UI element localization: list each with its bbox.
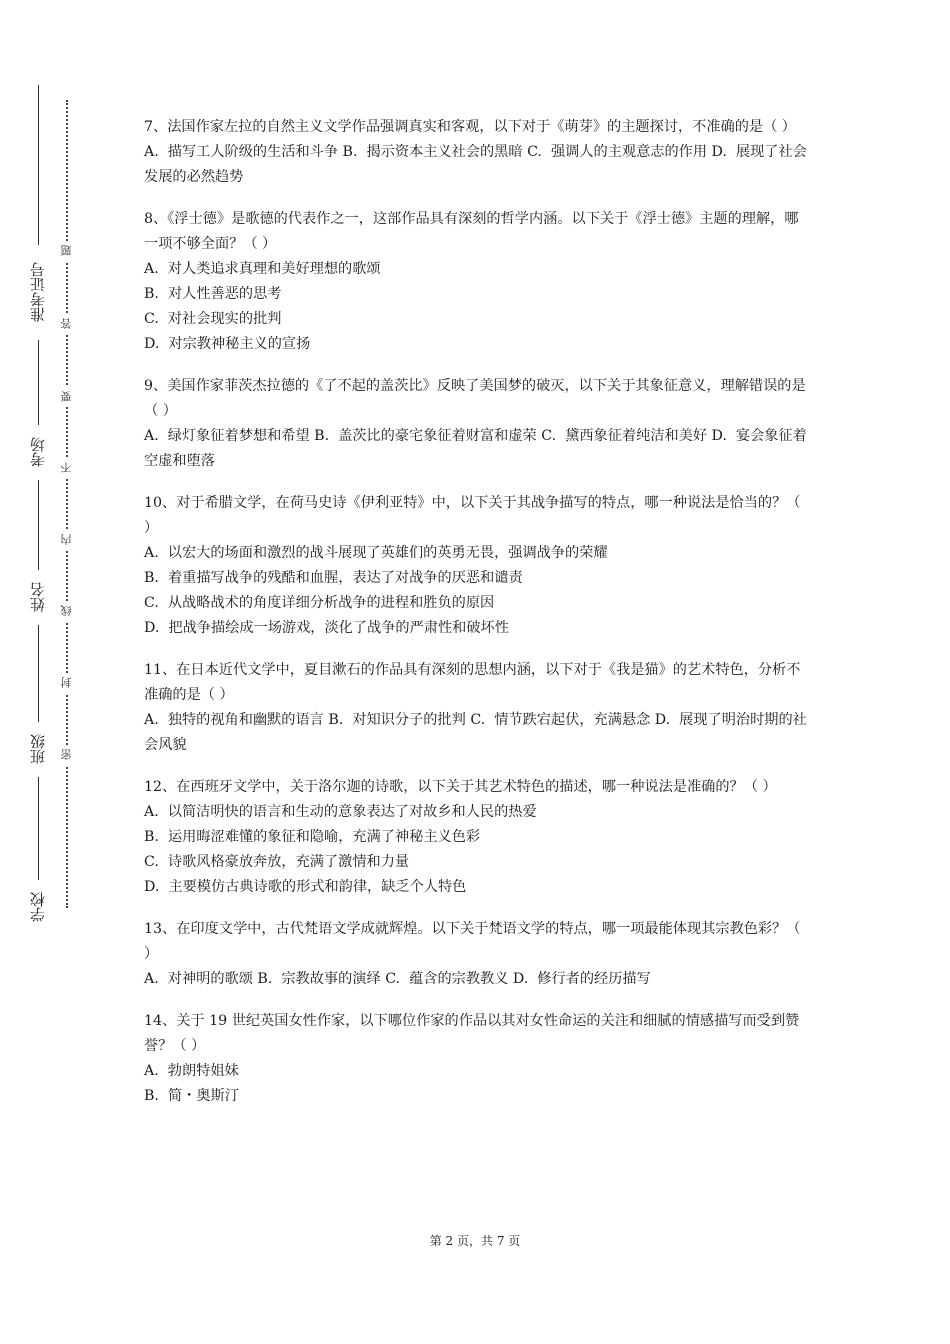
seal-char: 答 — [58, 314, 76, 334]
question-stem: 10、对于希腊文学，在荷马史诗《伊利亚特》中，以下关于其战争描写的特点，哪一种说法是恰当的？（ ） — [144, 495, 801, 536]
seal-dotted-line — [66, 100, 68, 908]
option-b: B. 运用晦涩难懂的象征和隐喻，充满了神秘主义色彩 — [144, 829, 481, 845]
exam-id-label: 准考证号 — [22, 245, 54, 340]
option-c: C. 对社会现实的批判 — [144, 311, 282, 327]
question-stem: 12、在西班牙文学中，关于洛尔迦的诗歌，以下关于其艺术特色的描述，哪一种说法是准确的？（ ） — [144, 779, 777, 795]
question-9 — [144, 374, 812, 474]
question-stem: 13、在印度文学中，古代梵语文学成就辉煌。以下关于梵语文学的特点，哪一项最能体现其宗教色彩？（ ） — [144, 921, 801, 962]
question-stem: 14、关于 19 世纪英国女性作家，以下哪位作家的作品以其对女性命运的关注和细腻的情感描写而受到赞誉？（ ） — [144, 1013, 800, 1054]
question-7 — [144, 115, 812, 190]
class-label: 班级 — [22, 722, 54, 777]
seal-char: 封 — [58, 673, 76, 693]
page-number: 第 2 页，共 7 页 — [429, 1234, 521, 1248]
exam-room-label: 考场 — [22, 425, 54, 480]
option-b: B. 着重描写战争的残酷和血腥，表达了对战争的厌恶和谴责 — [144, 570, 523, 586]
name-label: 姓名 — [22, 570, 54, 625]
option-c: C. 从战略战术的角度详细分析战争的进程和胜负的原因 — [144, 595, 495, 611]
seal-char: 密 — [58, 745, 76, 765]
seal-char: 题 — [58, 241, 76, 261]
question-stem: 7、法国作家左拉的自然主义文学作品强调真实和客观，以下对于《萌芽》的主题探讨，不准确的是（ ） — [144, 119, 796, 135]
option-d: D. 对宗教神秘主义的宣扬 — [144, 336, 311, 352]
option-a: A. 勃朗特姐妹 — [144, 1063, 239, 1079]
seal-char: 内 — [58, 530, 76, 550]
question-options: A. 描写工人阶级的生活和斗争 B. 揭示资本主义社会的黑暗 C. 强调人的主观意志的作用 D. 展现了社会发展的必然趋势 — [144, 144, 807, 185]
question-list — [144, 115, 812, 1126]
seal-char: 线 — [58, 601, 76, 621]
seal-char: 不 — [58, 458, 76, 478]
question-11 — [144, 658, 812, 758]
question-stem: 9、美国作家菲茨杰拉德的《了不起的盖茨比》反映了美国梦的破灭，以下关于其象征意义，理解错误的是（ ） — [144, 378, 806, 419]
question-8 — [144, 207, 812, 357]
option-c: C. 诗歌风格豪放奔放，充满了激情和力量 — [144, 854, 410, 870]
question-12 — [144, 775, 812, 900]
option-b: B. 对人性善恶的思考 — [144, 286, 282, 302]
question-options: A. 独特的视角和幽默的语言 B. 对知识分子的批判 C. 情节跌宕起伏，充满悬念 D. 展现了明治时期的社会风貌 — [144, 712, 807, 753]
question-stem: 8、《浮士德》是歌德的代表作之一，这部作品具有深刻的哲学内涵。以下关于《浮士德》主题的理解，哪一项不够全面？（ ） — [144, 211, 799, 252]
school-label: 学校 — [22, 880, 54, 935]
question-13 — [144, 917, 812, 992]
binding-line — [38, 85, 39, 930]
binding-margin — [0, 0, 110, 1344]
option-b: B. 简・奥斯汀 — [144, 1088, 239, 1104]
question-10 — [144, 491, 812, 641]
question-options: A. 对神明的歌颂 B. 宗教故事的演绎 C. 蕴含的宗教教义 D. 修行者的经历描写 — [144, 971, 651, 987]
question-14 — [144, 1009, 812, 1109]
question-stem: 11、在日本近代文学中，夏目漱石的作品具有深刻的思想内涵，以下对于《我是猫》的艺术特色，分析不准确的是（ ） — [144, 662, 801, 703]
question-options: A. 绿灯象征着梦想和希望 B. 盖茨比的豪宅象征着财富和虚荣 C. 黛西象征着纯洁和美好 D. 宴会象征着空虚和堕落 — [144, 428, 807, 469]
seal-char: 要 — [58, 387, 76, 407]
option-d: D. 把战争描绘成一场游戏，淡化了战争的严肃性和破坏性 — [144, 620, 509, 636]
option-a: A. 以简洁明快的语言和生动的意象表达了对故乡和人民的热爱 — [144, 804, 537, 820]
option-d: D. 主要模仿古典诗歌的形式和韵律，缺乏个人特色 — [144, 879, 467, 895]
option-a: A. 以宏大的场面和激烈的战斗展现了英雄们的英勇无畏，强调战争的荣耀 — [144, 545, 608, 561]
option-a: A. 对人类追求真理和美好理想的歌颂 — [144, 261, 381, 277]
